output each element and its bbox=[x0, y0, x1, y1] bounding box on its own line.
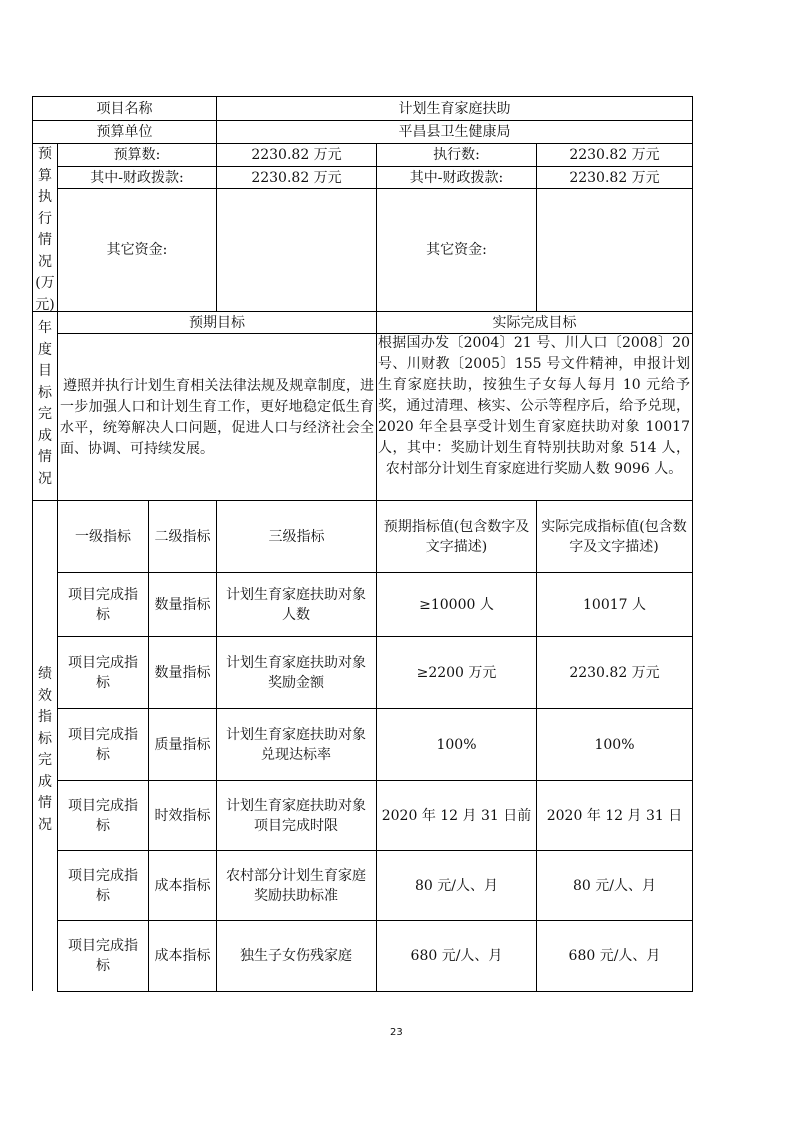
table-row-actual: 2020 年 12 月 31 日 bbox=[546, 807, 683, 824]
budget-unit-label: 预算单位 bbox=[96, 124, 153, 140]
table-row-actual: 10017 人 bbox=[583, 596, 646, 613]
table-row-level1: 项目完成指标 bbox=[68, 654, 138, 691]
fiscal-allocation-exec-value: 2230.82 万元 bbox=[569, 169, 660, 186]
table-row-expected: 100% bbox=[436, 736, 477, 753]
table-row-level1: 项目完成指标 bbox=[68, 797, 138, 834]
header-level2: 二级指标 bbox=[154, 528, 211, 545]
table-row-expected: 2020 年 12 月 31 日前 bbox=[381, 807, 532, 824]
table-row-level3: 计划生育家庭扶助对象项目完成时限 bbox=[226, 797, 366, 834]
expected-goal-header: 预期目标 bbox=[189, 314, 245, 331]
page-number: 23 bbox=[390, 1027, 403, 1038]
table-row-level2: 成本指标 bbox=[154, 877, 211, 894]
fiscal-allocation-label: 其中-财政拨款: bbox=[90, 169, 184, 186]
rule bbox=[57, 991, 693, 992]
table-row-level3: 农村部分计划生育家庭奖励扶助标准 bbox=[226, 867, 366, 904]
fiscal-allocation-value: 2230.82 万元 bbox=[251, 169, 342, 186]
rule bbox=[216, 500, 217, 991]
table-row-level1: 项目完成指标 bbox=[68, 586, 138, 623]
header-actual-value: 实际完成指标值(包含数字及文字描述) bbox=[541, 518, 687, 555]
table-row-actual: 80 元/人、月 bbox=[573, 877, 656, 894]
table-row-level1: 项目完成指标 bbox=[68, 726, 138, 763]
table-row-expected: 80 元/人、月 bbox=[415, 877, 498, 894]
table-row-level2: 质量指标 bbox=[154, 736, 211, 753]
annual-side-label: 年度目标完成情况 bbox=[38, 320, 52, 487]
table-row-level2: 时效指标 bbox=[154, 807, 211, 824]
table-row-expected: 680 元/人、月 bbox=[410, 948, 503, 964]
budget-amount-value: 2230.82 万元 bbox=[251, 147, 342, 163]
project-name-label: 项目名称 bbox=[96, 100, 153, 117]
budget-amount-label: 预算数: bbox=[113, 147, 161, 163]
actual-goal-header: 实际完成目标 bbox=[492, 314, 577, 331]
table-row-level1: 项目完成指标 bbox=[68, 867, 138, 904]
table-row-level3: 计划生育家庭扶助对象兑现达标率 bbox=[226, 726, 366, 763]
performance-side-label: 绩效指标完成情况 bbox=[38, 666, 52, 833]
fiscal-allocation-exec-label: 其中-财政拨款: bbox=[409, 169, 504, 186]
execution-amount-value: 2230.82 万元 bbox=[569, 147, 660, 163]
table-row-level3: 独生子女伤残家庭 bbox=[240, 948, 352, 964]
budget-unit-value: 平昌县卫生健康局 bbox=[398, 124, 511, 140]
header-expected-value: 预期指标值(包含数字及文字描述) bbox=[383, 518, 530, 555]
table-row-actual: 680 元/人、月 bbox=[568, 948, 661, 964]
table-row-level2: 数量指标 bbox=[154, 596, 211, 613]
project-name-value: 计划生育家庭扶助 bbox=[398, 100, 511, 117]
other-funds-exec-label: 其它资金: bbox=[426, 242, 487, 258]
execution-amount-label: 执行数: bbox=[433, 147, 480, 163]
table-row-expected: ≥2200 万元 bbox=[416, 664, 497, 681]
actual-goal-text: 根据国办发〔2004〕21 号、川人口〔2008〕20 号、川财教〔2005〕155 号文件精神，申报计划生育家庭扶助，按独生子女每人每月 10 元给予奖，通过清理、核实、公示等程序后，给予兑现，2020 年全县享受计划生育家庭扶助对象 10017 人，其中：奖励计划生育特别扶助对象 514 人，农村部分计划生育家庭进行奖励人数 9096 人。 bbox=[378, 335, 690, 477]
table-row-level3: 计划生育家庭扶助对象人数 bbox=[226, 586, 366, 623]
header-level1: 一级指标 bbox=[75, 528, 131, 545]
table-row-level2: 成本指标 bbox=[154, 948, 211, 964]
table-row-level1: 项目完成指标 bbox=[68, 938, 138, 974]
rule bbox=[692, 96, 693, 991]
other-funds-label: 其它资金: bbox=[106, 242, 168, 258]
table-row-level2: 数量指标 bbox=[154, 664, 211, 681]
budget-side-label: 预算执行情况(万元) bbox=[35, 146, 55, 313]
table-row-expected: ≥10000 人 bbox=[419, 596, 494, 613]
header-level3: 三级指标 bbox=[268, 528, 325, 545]
expected-goal-text: 遵照并执行计划生育相关法律法规及规章制度，进一步加强人口和计划生育工作，更好地稳定低生育水平，统筹解决人口问题，促进人口与经济社会全面、协调、可持续发展。 bbox=[60, 378, 374, 457]
table-row-level3: 计划生育家庭扶助对象奖励金额 bbox=[226, 654, 366, 691]
table-row-actual: 2230.82 万元 bbox=[569, 664, 660, 681]
table-row-actual: 100% bbox=[594, 736, 635, 753]
